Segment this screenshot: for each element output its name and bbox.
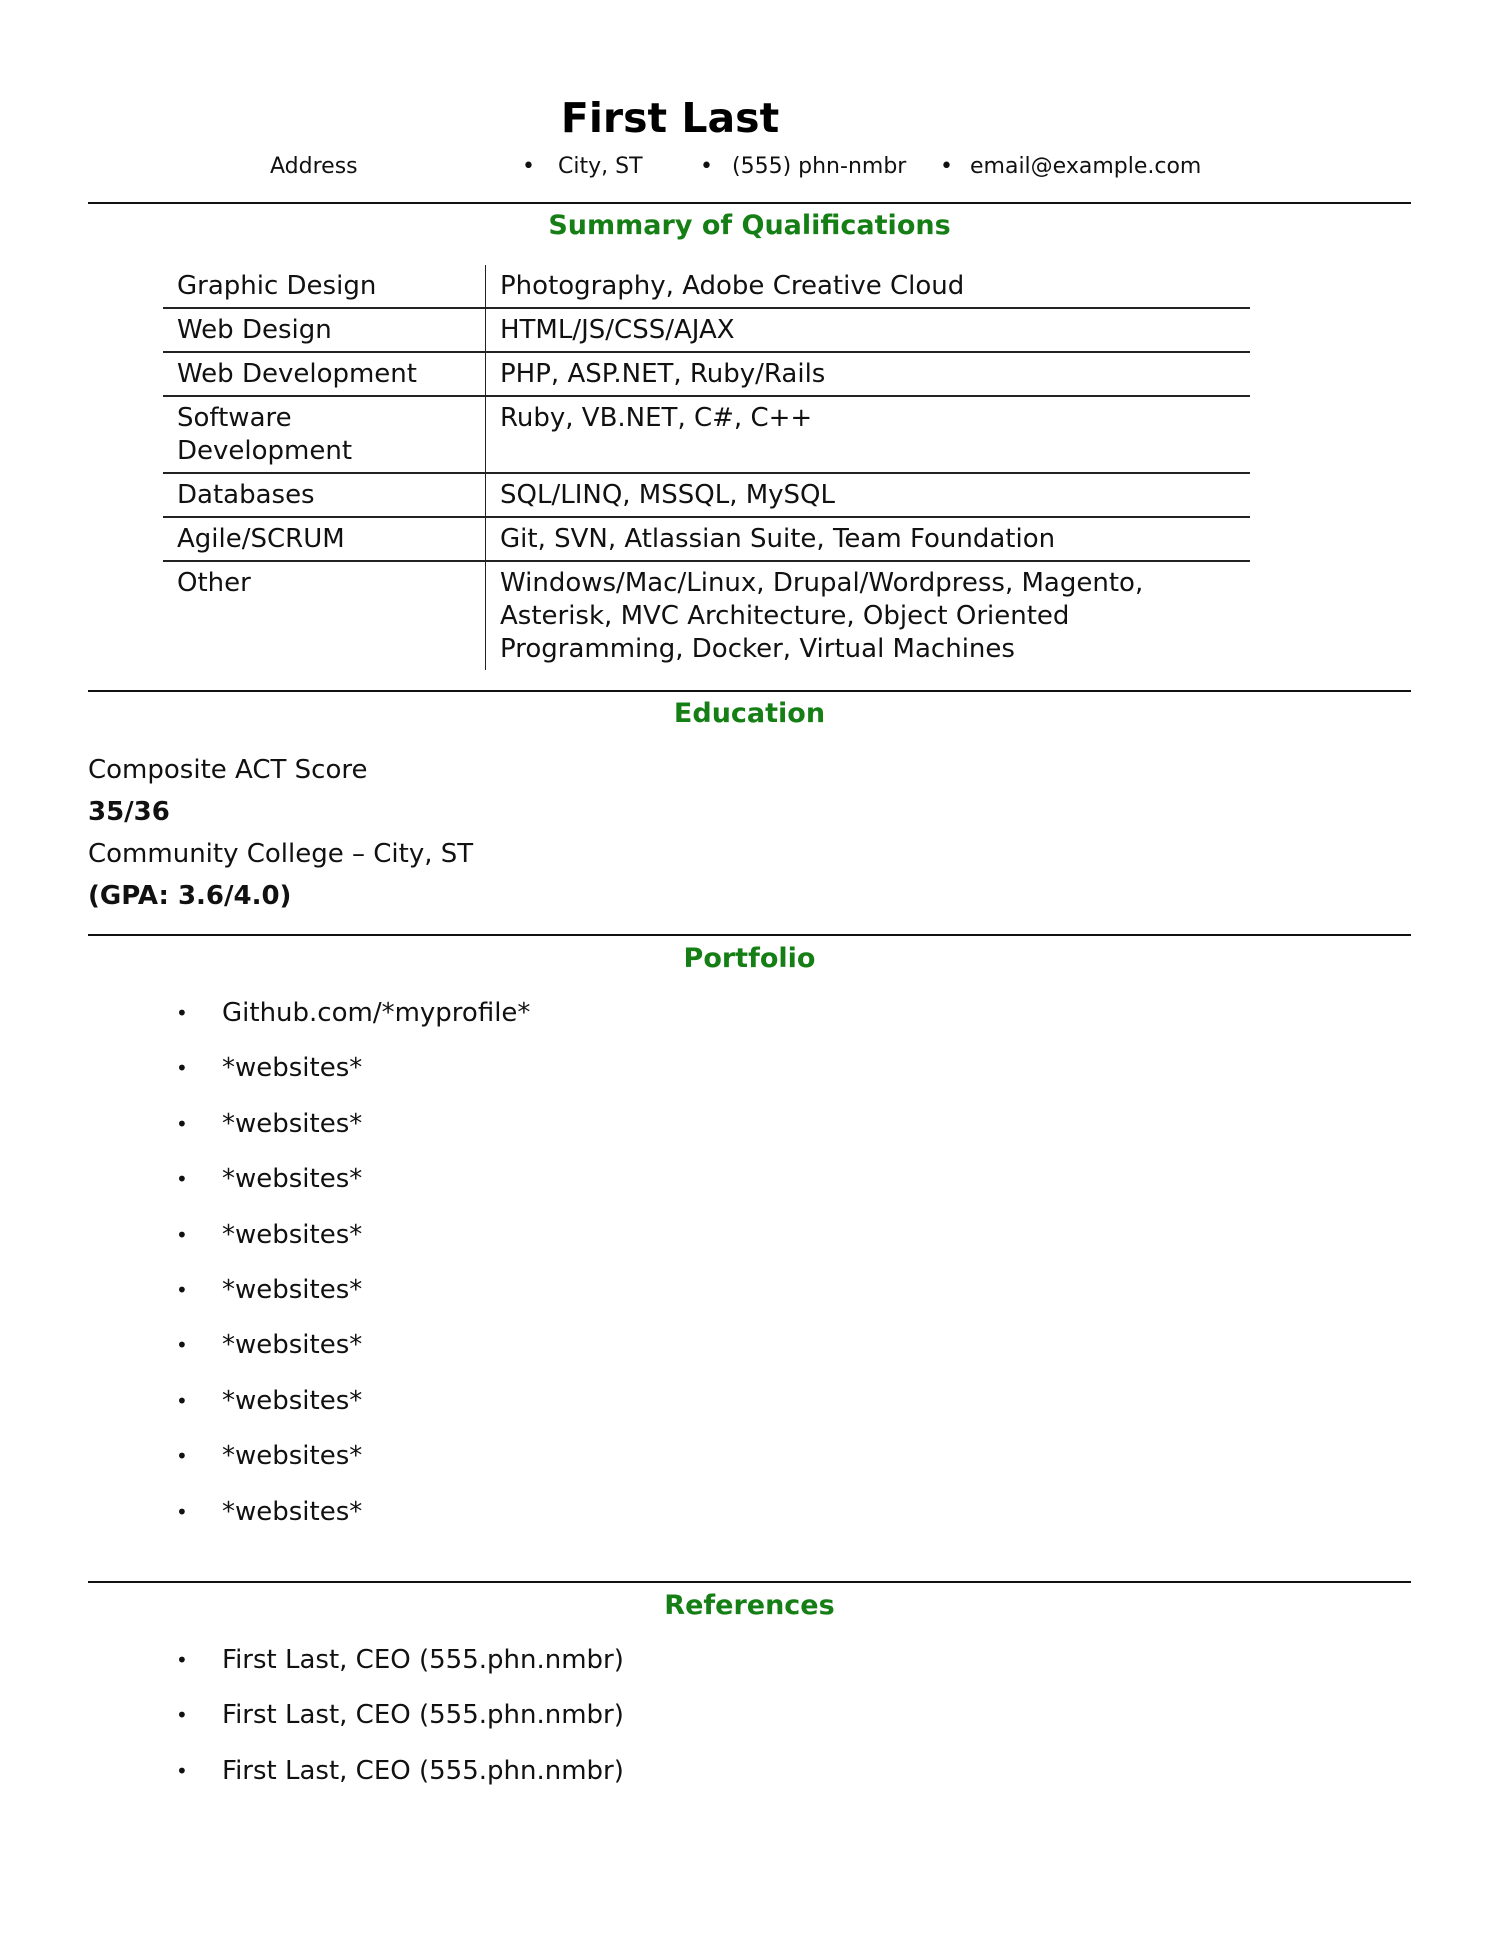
- skill-cell: Other: [163, 561, 486, 670]
- details-cell: HTML/JS/CSS/AJAX: [486, 308, 1251, 352]
- bullet-icon: •: [176, 1277, 188, 1302]
- portfolio-link[interactable]: *websites*: [222, 1496, 363, 1527]
- section-divider: [88, 202, 1411, 204]
- bullet-separator-icon: •: [522, 154, 535, 179]
- references-list: [0, 1644, 1500, 1810]
- section-divider: [88, 1581, 1411, 1583]
- list-item: [0, 1219, 1500, 1274]
- portfolio-link[interactable]: *websites*: [222, 1274, 363, 1305]
- bullet-icon: •: [176, 1167, 188, 1192]
- section-divider: [88, 690, 1411, 692]
- bullet-separator-icon: •: [940, 154, 953, 179]
- bullet-icon: •: [176, 1648, 188, 1672]
- table-row: [163, 308, 1250, 352]
- list-item: [0, 1440, 1500, 1495]
- bullet-icon: •: [176, 1056, 188, 1081]
- section-heading-qualifications: Summary of Qualifications: [548, 210, 951, 241]
- bullet-icon: •: [176, 1333, 188, 1358]
- portfolio-link[interactable]: *websites*: [222, 1385, 363, 1416]
- bullet-icon: •: [176, 1111, 188, 1136]
- list-item: [0, 1385, 1500, 1440]
- bullet-icon: •: [176, 1388, 188, 1413]
- skill-cell: Web Development: [163, 352, 486, 396]
- details-cell: Windows/Mac/Linux, Drupal/Wordpress, Magento, Asterisk, MVC Architecture, Object Oriented Programming, Docker, Virtual Machines: [500, 568, 1144, 664]
- bullet-icon: •: [176, 1001, 188, 1025]
- bullet-icon: •: [176, 1444, 188, 1469]
- table-row: [163, 517, 1250, 561]
- table-row: [163, 561, 1250, 670]
- reference-entry: First Last, CEO (555.phn.nmbr): [222, 1755, 624, 1786]
- candidate-name: First Last: [560, 94, 780, 142]
- skill-cell: Web Design: [163, 308, 486, 352]
- bullet-icon: •: [176, 1703, 188, 1728]
- list-item: [0, 1644, 1500, 1699]
- portfolio-list: [0, 997, 1500, 1551]
- reference-entry: First Last, CEO (555.phn.nmbr): [222, 1645, 624, 1675]
- list-item: [0, 1108, 1500, 1163]
- portfolio-link[interactable]: Github.com/*myprofile*: [222, 998, 531, 1028]
- portfolio-link[interactable]: *websites*: [222, 1330, 363, 1361]
- section-heading-education: Education: [673, 698, 826, 729]
- section-heading-references: References: [664, 1590, 835, 1621]
- skill-label: Software Development: [177, 403, 353, 466]
- table-row: [163, 265, 1250, 308]
- portfolio-link[interactable]: *websites*: [222, 1053, 363, 1084]
- list-item: [0, 1755, 1500, 1810]
- gpa: (GPA: 3.6/4.0): [88, 881, 292, 911]
- list-item: [0, 1274, 1500, 1329]
- portfolio-link[interactable]: *websites*: [222, 1108, 363, 1139]
- skill-cell: Agile/SCRUM: [163, 517, 486, 561]
- contact-address: Address: [270, 154, 358, 179]
- bullet-icon: •: [176, 1499, 188, 1524]
- bullet-icon: •: [176, 1222, 188, 1247]
- details-cell: PHP, ASP.NET, Ruby/Rails: [486, 352, 1251, 396]
- details-cell: Photography, Adobe Creative Cloud: [486, 265, 1251, 308]
- section-divider: [88, 934, 1411, 936]
- contact-email[interactable]: email@example.com: [970, 154, 1202, 179]
- table-row: [163, 352, 1250, 396]
- list-item: [0, 1699, 1500, 1754]
- act-score: 35/36: [88, 797, 170, 827]
- contact-city: City, ST: [558, 154, 643, 179]
- school-name: Community College – City, ST: [88, 839, 474, 869]
- act-label: Composite ACT Score: [88, 755, 368, 785]
- list-item: [0, 1496, 1500, 1551]
- bullet-icon: •: [176, 1758, 188, 1783]
- qualifications-table: [163, 265, 1250, 670]
- skill-cell: Graphic Design: [163, 265, 486, 308]
- section-heading-portfolio: Portfolio: [683, 943, 816, 974]
- details-cell: SQL/LINQ, MSSQL, MySQL: [486, 473, 1251, 517]
- skill-cell: Databases: [163, 473, 486, 517]
- skill-cell: [163, 396, 486, 473]
- details-cell: Git, SVN, Atlassian Suite, Team Foundation: [486, 517, 1251, 561]
- bullet-separator-icon: •: [700, 154, 713, 179]
- details-cell: Ruby, VB.NET, C#, C++: [486, 396, 1251, 473]
- table-row: [163, 396, 1250, 473]
- contact-phone: (555) phn-nmbr: [732, 154, 907, 179]
- portfolio-link[interactable]: *websites*: [222, 1441, 363, 1472]
- reference-entry: First Last, CEO (555.phn.nmbr): [222, 1700, 624, 1731]
- table-row: [163, 473, 1250, 517]
- portfolio-link[interactable]: *websites*: [222, 1219, 363, 1250]
- portfolio-link[interactable]: *websites*: [222, 1164, 363, 1195]
- list-item: [0, 1163, 1500, 1218]
- list-item: [0, 997, 1500, 1052]
- list-item: [0, 1329, 1500, 1384]
- list-item: [0, 1052, 1500, 1107]
- education-block: [88, 749, 473, 917]
